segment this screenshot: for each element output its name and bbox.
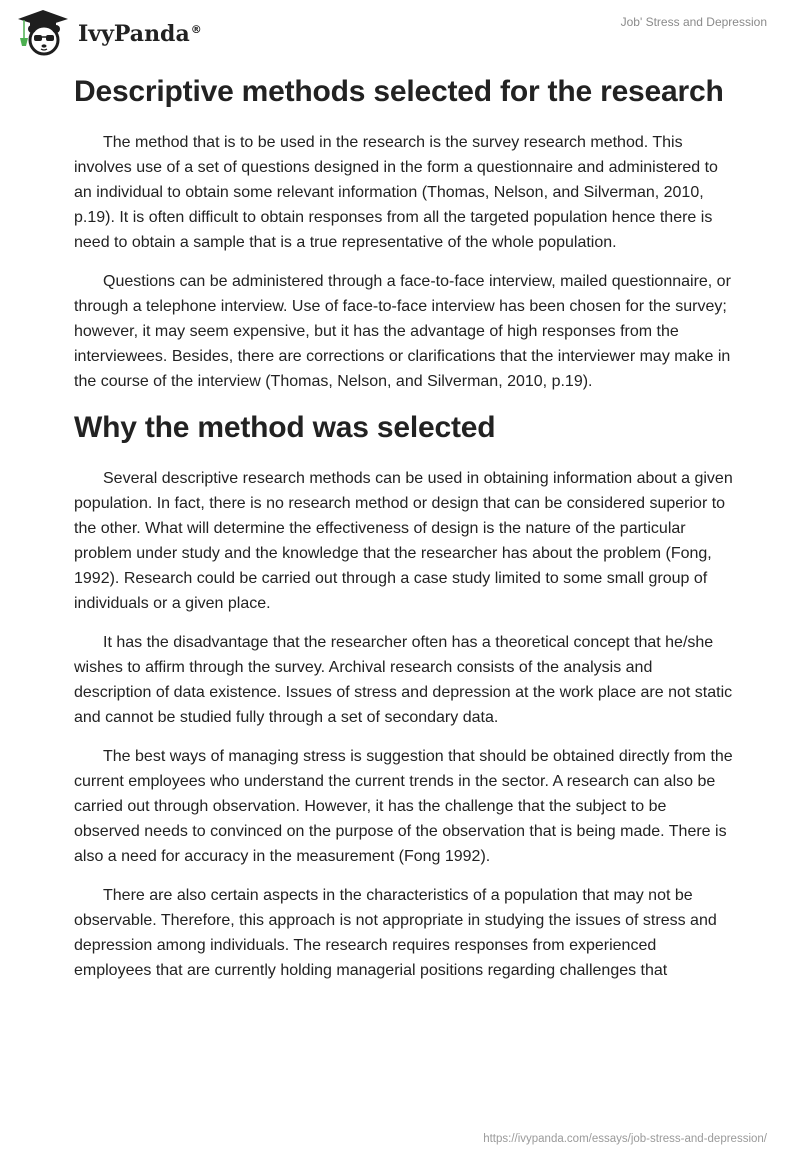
section-heading: Descriptive methods selected for the research xyxy=(74,75,724,108)
panda-graduate-icon xyxy=(16,8,70,56)
document-title: Job' Stress and Depression xyxy=(620,15,767,29)
section-heading: Why the method was selected xyxy=(74,411,496,444)
logo-wordmark: IvyPanda® xyxy=(78,21,202,47)
ivypanda-logo[interactable] xyxy=(16,8,202,56)
paragraph: There are also certain aspects in the characteristics of a population that may not be observable. Therefore, this approach is not appropriate in studying the issues of stress and depression among individuals. The research requires responses from experienced employees that are currently holding managerial positions regarding challenges that xyxy=(74,887,717,979)
paragraph: Questions can be administered through a face-to-face interview, mailed questionnaire, or through a telephone interview. Use of face-to-face interview has been chosen for the survey; however, it may seem expensive, but it has the advantage of high responses from the interviewees. Besides, there are corrections or clarifications that the interviewer may make in the course of the interview (Thomas, Nelson, and Silverman, 2010, p.19). xyxy=(74,273,731,390)
paragraph: The method that is to be used in the research is the survey research method. This involves use of a set of questions designed in the form a questionnaire and administered to an individual to obtain some relevant information (Thomas, Nelson, and Silverman, 2010, p.19). It is often difficult to obtain responses from all the targeted population hence there is need to obtain a sample that is a true representative of the whole population. xyxy=(74,134,718,251)
source-url[interactable]: https://ivypanda.com/essays/job-stress-and-depression/ xyxy=(483,1133,767,1145)
paragraph: It has the disadvantage that the researcher often has a theoretical concept that he/she wishes to affirm through the survey. Archival research consists of the analysis and description of data existence. Issues of stress and depression at the work place are not static and cannot be studied fully through a set of secondary data. xyxy=(74,634,733,726)
article-body xyxy=(74,70,734,997)
paragraph: The best ways of managing stress is suggestion that should be obtained directly from the current employees who understand the current trends in the sector. A research can also be carried out through observation. However, it has the challenge that the subject to be observed needs to convinced on the purpose of the observation that is being made. There is also a need for accuracy in the measurement (Fong 1992). xyxy=(74,748,733,865)
paragraph: Several descriptive research methods can be used in obtaining information about a given population. In fact, there is no research method or design that can be considered superior to the other. What will determine the effectiveness of design is the nature of the particular problem under study and the knowledge that the researcher has about the problem (Fong, 1992). Research could be carried out through a case study limited to some small group of individuals or a given place. xyxy=(74,470,733,612)
page-header xyxy=(0,0,800,60)
